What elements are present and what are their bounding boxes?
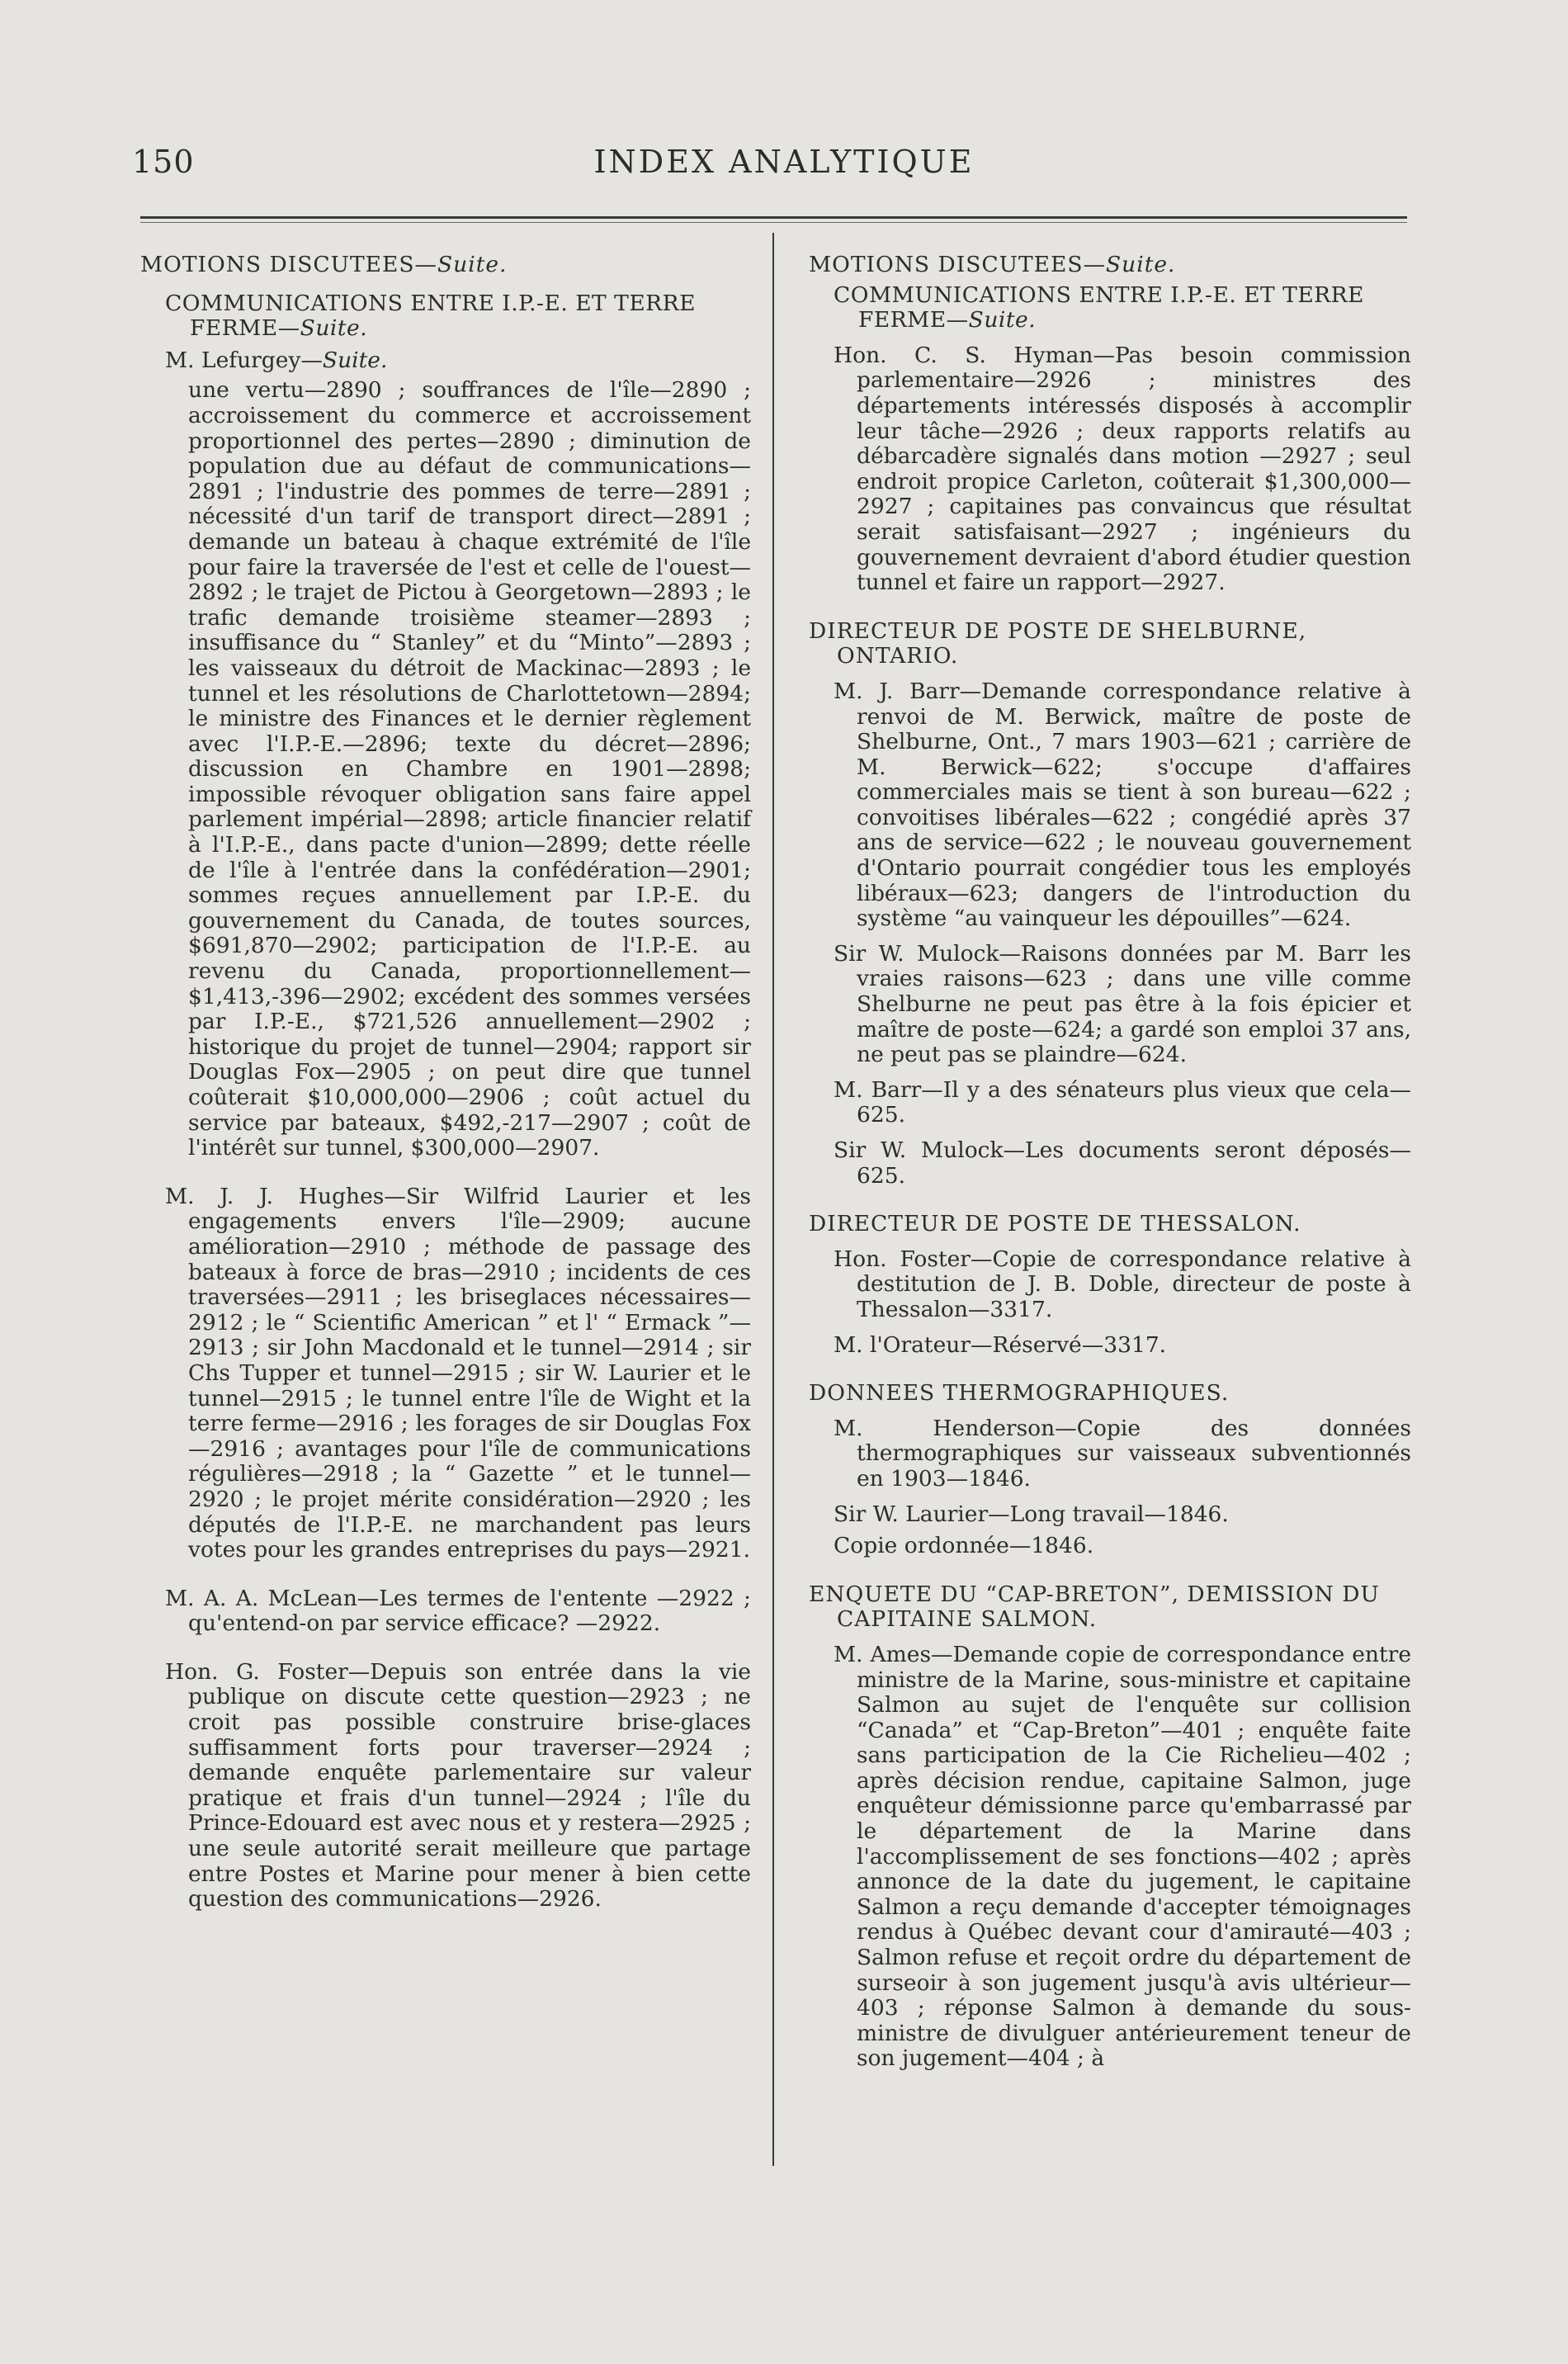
index-entry: M. J. J. Hughes—Sir Wilfrid Laurier et les engagements envers l'île—2909; aucune amélioration—2910 ; méthode de passage des bateaux à force de bras—2910 ; incidents de ces traversées—2911 ; les briseglaces nécessaires—2912 ; le “ Scientific American ” et l' “ Ermack ”—2913 ; sir John Macdonald et le tunnel—2914 ; sir Chs Tupper et tunnel—2915 ; sir W. Laurier et le tunnel—2915 ; le tunnel entre l'île de Wight et la terre ferme—2916 ; les forages de sir Douglas Fox—2916 ; avantages pour l'île de communications régulières—2918 ; la “ Gazette ” et le tunnel—2920 ; le projet mérite considération—2920 ; les députés de l'I.P.-E. ne marchandent pas leurs votes pour les grandes entreprises du pays—2921. [165,1183,751,1563]
left-column [140,253,751,1912]
running-title: INDEX ANALYTIQUE [593,144,975,180]
section-heading: MOTIONS DISCUTEES—Suite. [140,252,508,277]
index-entry: Copie ordonnée—1846. [834,1533,1094,1559]
index-entry: M. A. A. McLean—Les termes de l'entente —2922 ; qu'entend-on par service efficace? —2922. [165,1585,751,1637]
index-entry: M. J. Barr—Demande correspondance relative à renvoi de M. Berwick, maître de poste de Shelburne, Ont., 7 mars 1903—621 ; carrière de M. Berwick—622; s'occupe d'affaires commerciales mais se tient à son bureau—622 ; convoitises libérales—622 ; congédié après 37 ans de service—622 ; le nouveau gouvernement d'Ontario pourrait congédier tous les employés libéraux—623; dangers de l'introduction du système “au vainqueur les dépouilles”—624. [834,678,1411,932]
index-entry: Hon. C. S. Hyman—Pas besoin commission parlementaire—2926 ; ministres des départements intéressés disposés à accomplir leur tâche—2926 ; deux rapports relatifs au débarcadère signalés dans motion —2927 ; seul endroit propice Carleton, coûterait $1,300,000—2927 ; capitaines pas convaincus que résultat serait satisfaisant—2927 ; ingénieurs du gouvernement devraient d'abord étudier question tunnel et faire un rapport—2927. [834,342,1411,596]
subsection-heading: COMMUNICATIONS ENTRE I.P.-E. ET TERRE FERME—Suite. [165,290,696,342]
section-heading: DIRECTEUR DE POSTE DE SHELBURNE, ONTARIO. [809,617,1307,669]
speaker-line: M. Lefurgey—Suite. [165,347,388,373]
index-entry: Sir W. Laurier—Long travail—1846. [834,1501,1229,1527]
index-entry: M. Ames—Demande copie de correspondance entre ministre de la Marine, sous-ministre et capitaine Salmon au sujet de l'enquête sur collision “Canada” et “Cap-Breton”—401 ; enquête faite sans participation de la Cie Richelieu—402 ; après décision rendue, capitaine Salmon, juge enquêteur démissionne parce qu'embarrassé par le département de la Marine dans l'accomplissement de ses fonctions—402 ; après annonce de la date du jugement, le capitaine Salmon a reçu demande d'accepter témoignages rendus à Québec devant cour d'amirauté—403 ; Salmon refuse et reçoit ordre du département de surseoir à son jugement jusqu'à avis ultérieur—403 ; réponse Salmon à demande du sous-ministre de divulguer antérieurement teneur de son jugement—404 ; à [834,1641,1411,2072]
index-entry: M. Barr—Il y a des sénateurs plus vieux que cela—625. [834,1076,1411,1128]
column-divider [772,233,774,2166]
section-heading: ENQUETE DU “CAP-BRETON”, DEMISSION DU CAPITAINE SALMON. [809,1581,1380,1633]
section-heading: DIRECTEUR DE POSTE DE THESSALON. [809,1211,1301,1237]
header-rule [140,216,1407,223]
index-entry-text: une vertu—2890 ; souffrances de l'île—2890 ; accroissement du commerce et accroissement proportionnel des pertes—2890 ; diminution de population due au défaut de communications—2891 ; l'industrie des pommes de terre—2891 ; nécessité d'un tarif de transport direct—2891 ; demande un bateau à chaque extrémité de l'île pour faire la traversée de l'est et celle de l'ouest—2892 ; le trajet de Pictou à Georgetown—2893 ; le trafic demande troisième steamer—2893 ; insuffisance du “ Stanley” et du “Minto”—2893 ; les vaisseaux du détroit de Mackinac—2893 ; le tunnel et les résolutions de Charlottetown—2894; le ministre des Finances et le dernier règlement avec l'I.P.-E.—2896; texte du décret—2896; discussion en Chambre en 1901—2898; impossible révoquer obligation sans faire appel parlement impérial—2898; article financier relatif à l'I.P.-E., dans pacte d'union—2899; dette réelle de l'île à l'entrée dans la confédération—2901; sommes reçues annuellement par I.P.-E. du gouvernement du Canada, de toutes sources, $691,870—2902; participation de l'I.P.-E. au revenu du Canada, proportionnellement—$1,413,-396—2902; excédent des sommes versées par I.P.-E., $721,526 annuellement—2902 ; historique du projet de tunnel—2904; rapport sir Douglas Fox—2905 ; on peut dire que tunnel coûterait $10,000,000—2906 ; coût actuel du service par bateaux, $492,-217—2907 ; coût de l'intérêt sur tunnel, $300,000—2907. [188,377,751,1161]
section-heading: DONNEES THERMOGRAPHIQUES. [809,1380,1230,1407]
right-column [809,253,1411,2072]
index-entry: Hon. G. Foster—Depuis son entrée dans la vie publique on discute cette question—2923 ; ne croit pas possible construire brise-glaces suffisamment forts pour traverser—2924 ; demande enquête parlementaire sur valeur pratique et frais d'un tunnel—2924 ; l'île du Prince-Edouard est avec nous et y restera—2925 ; une seule autorité serait meilleure que partage entre Postes et Marine pour mener à bien cette question des communications—2926. [165,1658,751,1912]
subsection-heading: COMMUNICATIONS ENTRE I.P.-E. ET TERRE FERME—Suite. [834,281,1364,333]
index-entry: Hon. Foster—Copie de correspondance relative à destitution de J. B. Doble, directeur de poste à Thessalon—3317. [834,1246,1411,1322]
page-number: 150 [132,144,195,180]
section-heading: MOTIONS DISCUTEES—Suite. [809,252,1176,277]
index-entry: M. l'Orateur—Réservé—3317. [834,1331,1167,1358]
index-entry: Sir W. Mulock—Les documents seront déposés—625. [834,1137,1411,1189]
index-entry: Sir W. Mulock—Raisons données par M. Barr les vraies raisons—623 ; dans une ville comme Shelburne ne peut pas être à la fois épicier et maître de poste—624; a gardé son emploi 37 ans, ne peut pas se plaindre—624. [834,940,1411,1068]
index-entry: M. Henderson—Copie des données thermographiques sur vaisseaux subventionnés en 1903—1846. [834,1415,1411,1492]
